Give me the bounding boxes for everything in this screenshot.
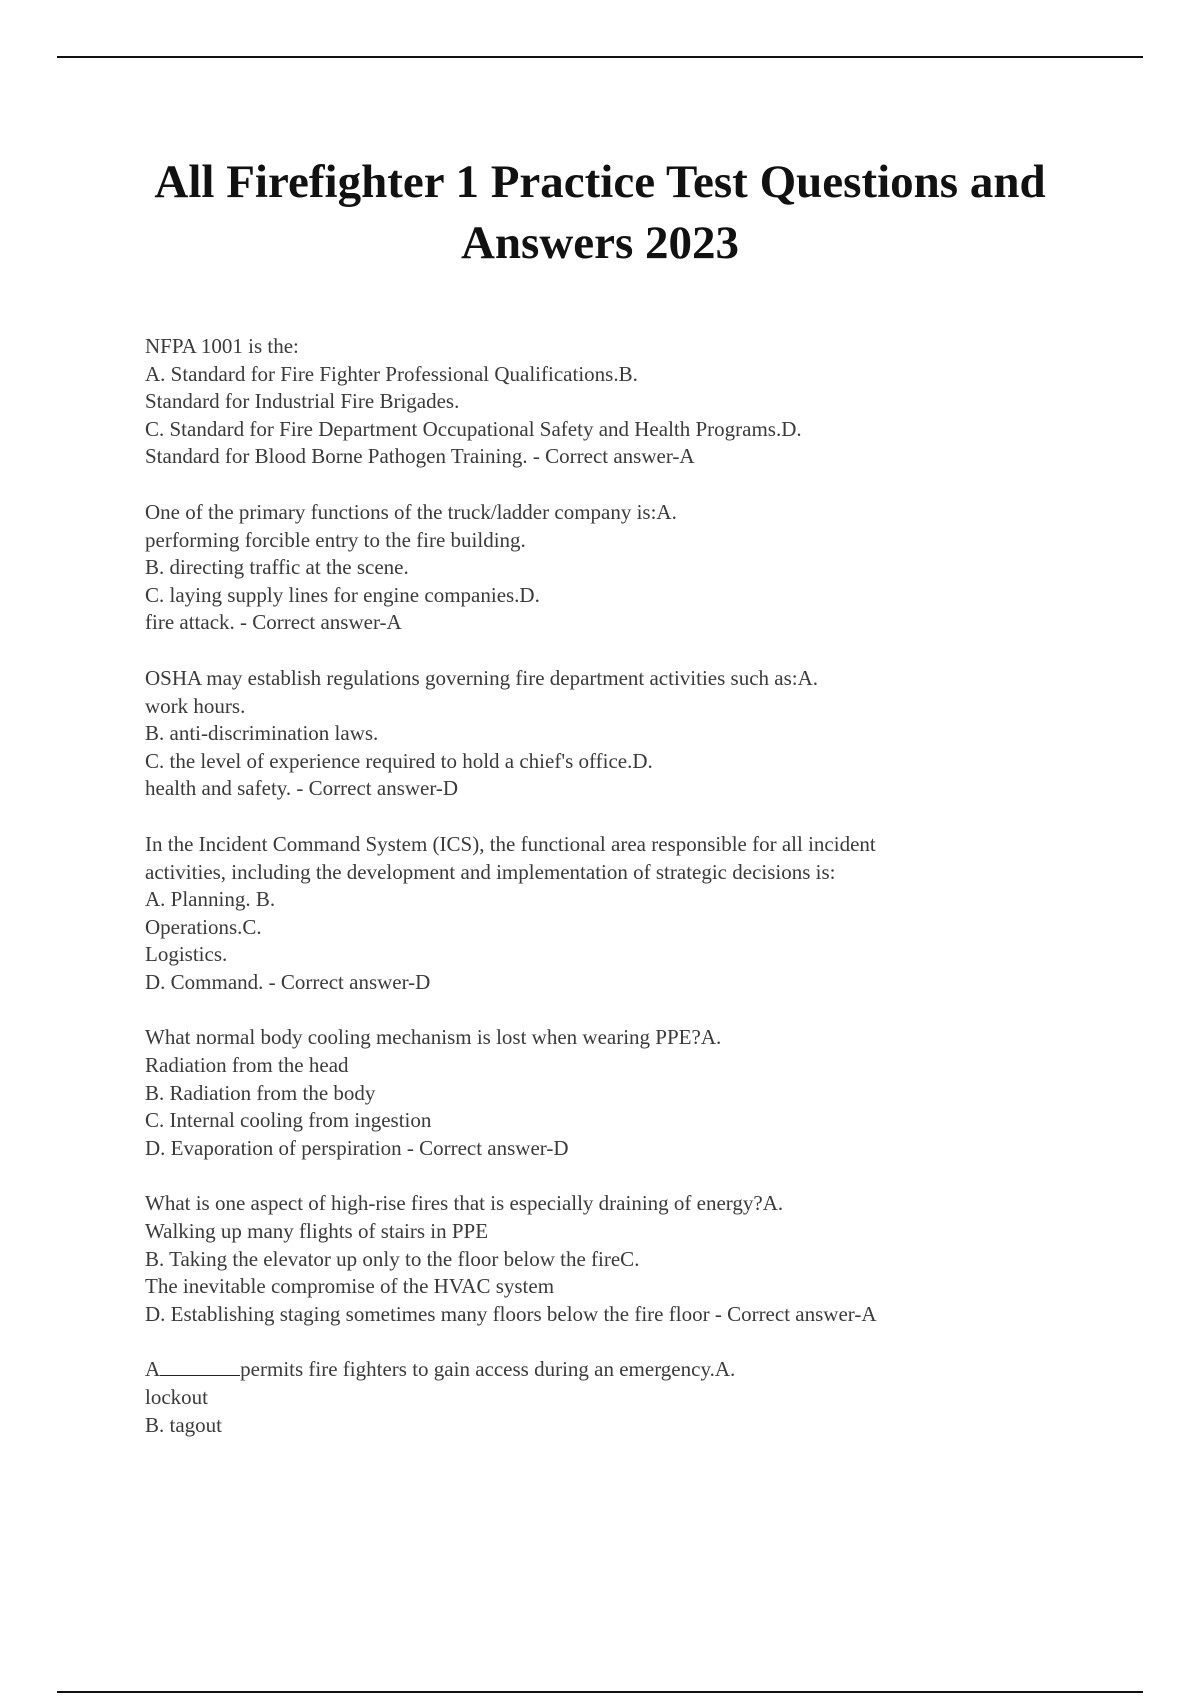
question-7-suffix: permits fire fighters to gain access during an emergency.A.	[240, 1357, 736, 1382]
question-6-line-1: What is one aspect of high-rise fires that is especially draining of energy?A.	[145, 1191, 784, 1216]
question-6-line-3: B. Taking the elevator up only to the floor below the fireC.	[145, 1246, 640, 1271]
document-title	[100, 152, 1100, 274]
question-4-line-6: D. Command. - Correct answer-D	[145, 969, 431, 994]
title-line-1: All Firefighter 1 Practice Test Questions and	[154, 156, 1046, 208]
question-3-line-4: C. the level of experience required to hold a chief's office.D.	[145, 748, 653, 773]
question-7-prefix: A	[145, 1357, 161, 1382]
question-5	[145, 1024, 1105, 1162]
question-1	[145, 333, 1105, 471]
question-7-line-1	[145, 1356, 1105, 1384]
question-5-line-4: C. Internal cooling from ingestion	[145, 1108, 432, 1133]
question-7-line-3: B. tagout	[145, 1412, 222, 1437]
question-1-line-3: Standard for Industrial Fire Brigades.	[145, 389, 460, 414]
bottom-rule	[57, 1691, 1143, 1693]
question-2-line-4: C. laying supply lines for engine companies.D.	[145, 582, 540, 607]
question-6-line-5: D. Establishing staging sometimes many floors below the fire floor - Correct answer-A	[145, 1301, 877, 1326]
question-1-line-1: NFPA 1001 is the:	[145, 334, 299, 358]
question-7-line-2: lockout	[145, 1385, 208, 1409]
question-1-line-2: A. Standard for Fire Fighter Professional Qualifications.B.	[145, 361, 638, 386]
fill-in-blank	[160, 1358, 240, 1376]
question-5-line-2: Radiation from the head	[145, 1053, 349, 1078]
question-1-line-5: Standard for Blood Borne Pathogen Training. - Correct answer-A	[145, 444, 695, 469]
top-rule	[57, 56, 1143, 58]
question-2-line-1: One of the primary functions of the truck/ladder company is:A.	[145, 499, 677, 524]
question-2	[145, 499, 1105, 637]
question-5-line-5: D. Evaporation of perspiration - Correct answer-D	[145, 1135, 569, 1160]
question-6-line-2: Walking up many flights of stairs in PPE	[145, 1219, 489, 1244]
question-2-line-2: performing forcible entry to the fire building.	[145, 527, 526, 552]
question-list	[145, 333, 1105, 1467]
question-3	[145, 665, 1105, 803]
question-2-line-5: fire attack. - Correct answer-A	[145, 610, 402, 635]
question-4	[145, 831, 1105, 997]
question-4-line-5: Logistics.	[145, 942, 228, 967]
question-5-line-3: B. Radiation from the body	[145, 1080, 376, 1105]
question-3-line-1: OSHA may establish regulations governing fire department activities such as:A.	[145, 665, 819, 690]
question-3-line-3: B. anti-discrimination laws.	[145, 721, 379, 746]
question-6	[145, 1190, 1105, 1328]
question-5-line-1: What normal body cooling mechanism is lost when wearing PPE?A.	[145, 1025, 722, 1050]
question-1-line-4: C. Standard for Fire Department Occupational Safety and Health Programs.D.	[145, 416, 802, 441]
question-4-line-1: In the Incident Command System (ICS), the functional area responsible for all incident	[145, 831, 876, 856]
title-line-2: Answers 2023	[460, 217, 740, 269]
question-4-line-4: Operations.C.	[145, 914, 262, 939]
question-3-line-5: health and safety. - Correct answer-D	[145, 776, 459, 801]
question-6-line-4: The inevitable compromise of the HVAC system	[145, 1274, 555, 1299]
question-4-line-3: A. Planning. B.	[145, 887, 276, 912]
question-7	[145, 1356, 1105, 1439]
question-2-line-3: B. directing traffic at the scene.	[145, 555, 409, 580]
question-3-line-2: work hours.	[145, 693, 246, 718]
question-4-line-2: activities, including the development and implementation of strategic decisions is:	[145, 859, 836, 884]
